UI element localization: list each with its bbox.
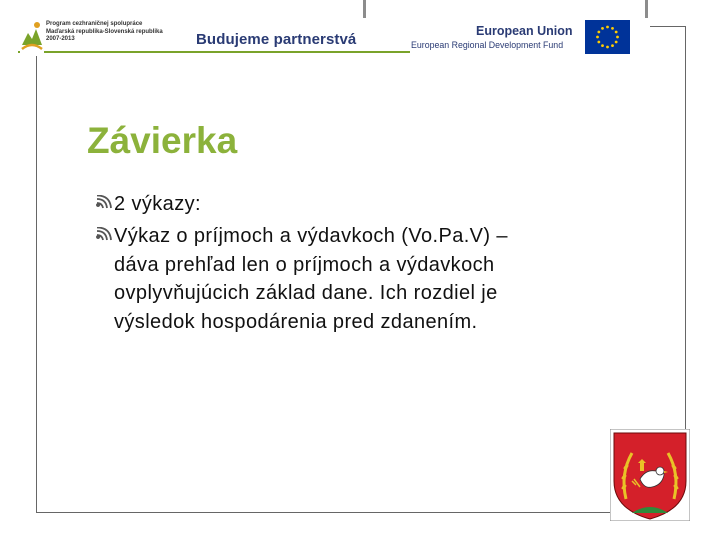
eu-title: European Union — [476, 24, 573, 38]
eu-star-icon — [596, 36, 599, 39]
program-line: 2007-2013 — [46, 36, 75, 42]
eu-star-icon — [611, 44, 614, 47]
header-rule — [18, 51, 410, 53]
eu-flag-icon — [585, 20, 630, 54]
bullet-line: dáva prehľad len o príjmoch a výdavkoch — [114, 253, 495, 276]
program-line: Maďarská republika-Slovenská republika — [46, 28, 163, 35]
eu-star-icon — [615, 31, 618, 34]
eu-star-icon — [601, 27, 604, 30]
bullet-line: výsledok hospodárenia pred zdanením. — [114, 310, 478, 333]
eu-star-icon — [611, 27, 614, 30]
bullet-line: ovplyvňujúcich základ dane. Ich rozdiel je — [114, 282, 498, 304]
signal-bullet-icon — [96, 227, 113, 241]
eu-star-icon — [606, 26, 609, 29]
eu-subtitle: European Regional Development Fund — [411, 40, 564, 50]
eu-star-icon — [597, 31, 600, 34]
program-text — [46, 21, 176, 44]
eu-star-icon — [601, 44, 604, 47]
decorative-frame-top — [363, 0, 648, 20]
bullet-paragraph — [114, 222, 574, 336]
signal-bullet-icon — [96, 195, 113, 209]
bullet-text: 2 výkazy: — [114, 193, 201, 215]
slide-title: Závierka — [87, 120, 238, 161]
bullet-line: Výkaz o príjmoch a výdavkoch (Vo.Pa.V) – — [114, 225, 508, 247]
program-line: Program cezhraničnej spolupráce — [46, 21, 143, 27]
eu-star-icon — [597, 41, 600, 44]
eu-star-icon — [616, 36, 619, 39]
coat-of-arms-icon — [610, 429, 690, 521]
eu-star-icon — [606, 46, 609, 49]
program-logo-icon — [20, 19, 44, 53]
eu-star-icon — [615, 41, 618, 44]
partnership-label: Budujeme partnerstvá — [196, 31, 357, 48]
